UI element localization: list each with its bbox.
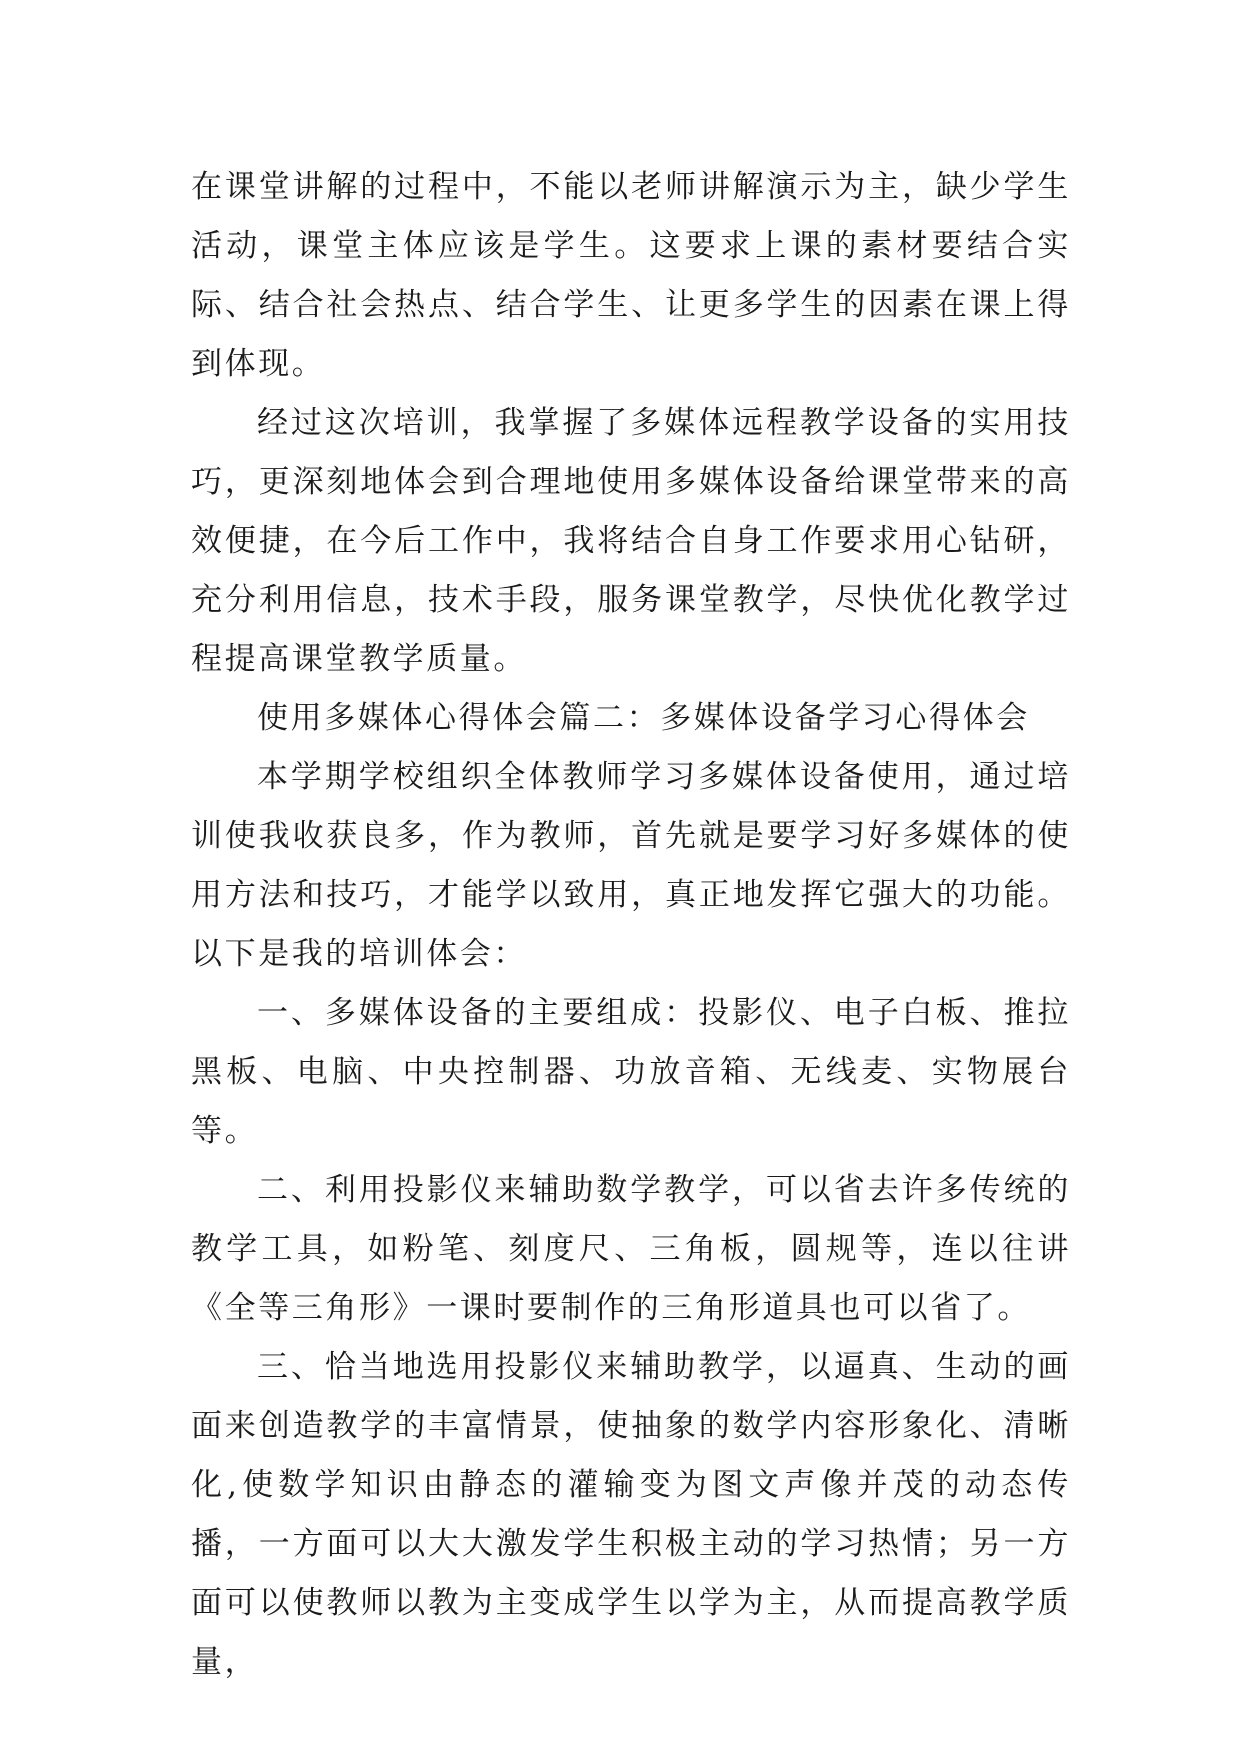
paragraph-training-summary: 经过这次培训，我掌握了多媒体远程教学设备的实用技巧，更深刻地体会到合理地使用多媒体设备给课堂带来的高效便捷，在今后工作中，我将结合自身工作要求用心钻研，充分利用信息，技术手段，服务课堂教学，尽快优化教学过程提高课堂教学质量。	[191, 405, 1071, 677]
paragraph-semester-training: 本学期学校组织全体教师学习多媒体设备使用，通过培训使我收获良多，作为教师，首先就是要学习好多媒体的使用方法和技巧，才能学以致用，真正地发挥它强大的功能。以下是我的培训体会：	[191, 759, 1071, 972]
paragraph-point-two: 二、利用投影仪来辅助数学教学，可以省去许多传统的教学工具，如粉笔、刻度尺、三角板，圆规等，连以往讲《全等三角形》一课时要制作的三角形道具也可以省了。	[191, 1172, 1071, 1326]
paragraph-point-one: 一、多媒体设备的主要组成：投影仪、电子白板、推拉黑板、电脑、中央控制器、功放音箱、无线麦、实物展台等。	[191, 995, 1071, 1149]
section-title-part-two: 使用多媒体心得体会篇二：多媒体设备学习心得体会	[257, 700, 1030, 736]
document-body	[191, 158, 1071, 1692]
paragraph-point-three: 三、恰当地选用投影仪来辅助教学，以逼真、生动的画面来创造教学的丰富情景，使抽象的数学内容形象化、清晰化,使数学知识由静态的灌输变为图文声像并茂的动态传播，一方面可以大大激发学生积极主动的学习热情；另一方面可以使教师以教为主变成学生以学为主，从而提高教学质量，	[191, 1349, 1071, 1680]
paragraph-classroom-subject: 在课堂讲解的过程中，不能以老师讲解演示为主，缺少学生活动，课堂主体应该是学生。这要求上课的素材要结合实际、结合社会热点、结合学生、让更多学生的因素在课上得到体现。	[191, 169, 1071, 382]
